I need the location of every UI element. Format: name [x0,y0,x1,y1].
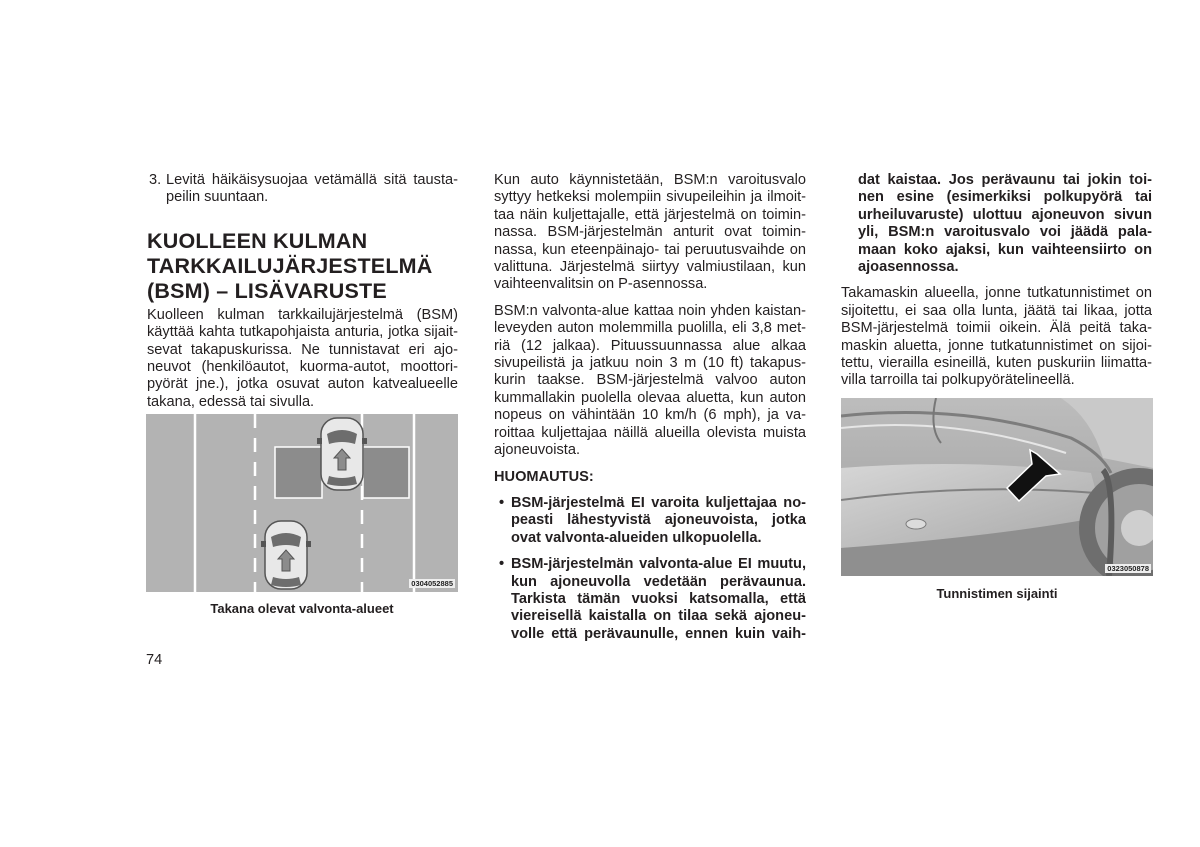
startup-paragraph [494,172,806,294]
figure-code: 0304052885 [411,579,453,588]
paragraph-line: neuvot (henkilöautot, kuorma-autot, moottori- [147,359,458,376]
paragraph-line: nopeus on vähintään 10 km/h (6 mph), ja va- [494,407,806,424]
step-text-line: Levitä häikäisysuojaa vetämällä sitä tausta- [166,172,458,188]
blind-zone-left [275,447,322,498]
intro-paragraph [147,307,458,411]
figure-caption-sensor: Tunnistimen sijainti [936,586,1058,601]
bullet-dot: • [499,556,505,573]
blind-zone-right [363,447,409,498]
paragraph-line: takana, edessä tai sivulla. [147,393,315,410]
paragraph-line: maskin aluetta, jonne tutkatunnistimet on sijoi- [841,337,1152,354]
bullet-line: volle että perävaunulle, ennen kuin vaih- [511,625,806,642]
monitoring-zones-figure [146,414,458,592]
page-number: 74 [146,652,163,668]
paragraph-line: villa tarroilla tai polkupyörätelineellä. [841,372,1075,389]
paragraph-line: taa näin kuljettajalle, että järjestelmä on toimin- [494,206,806,223]
bullet-line: viereisellä kaistalla on tilaa sekä ajoneu- [511,608,806,625]
paragraph-line: pyörät jne.), jotka osuvat auton katvealueelle [147,376,458,393]
road-diagram [146,414,458,592]
bullet-line: nen esine (esimerkiksi polkupyörä tai [858,189,1152,206]
paragraph-line: nassa. BSM-järjestelmän anturit ovat toimin- [494,224,806,241]
note-bullet-2 [494,556,806,643]
bullet-dot: • [499,494,505,511]
paragraph-line: Kun auto käynnistetään, BSM:n varoitusvalo [494,172,806,188]
step-text-line: peilin suuntaan. [166,189,269,206]
bullet-line: BSM-järjestelmä EI varoita kuljettajaa no- [511,494,806,511]
paragraph-line: riä (12 jalkaa). Pituussuunnassa alue alkaa [494,337,806,354]
note-bullet-1 [494,495,806,547]
paragraph-line: syttyy hetkeksi molempiin sivupeileihin ja ilmoit- [494,189,806,206]
bullet-line: BSM-järjestelmän valvonta-alue EI muutu, [511,556,806,573]
figure-code: 0323050878 [1107,564,1149,573]
paragraph-line: Takamaskin alueella, jonne tutkatunnistimet on [841,285,1152,302]
heading-line: (BSM) – LISÄVARUSTE [147,278,387,303]
column-right [841,172,1152,390]
paragraph-line: BSM:n valvonta-alue kattaa noin yhden kaistan- [494,302,806,319]
paragraph-line: tettu, vierailla esineillä, kuten puskuriin liimatta- [841,355,1152,372]
bullet-line: maan koko ajaksi, kun vaihteensiirto on [858,241,1152,258]
paragraph-line: vaihteenvalitsin on P-asennossa. [494,276,708,293]
bullet-line: Tarkista tämän vuoksi katsomalla, että [511,590,806,607]
paragraph-line: Kuolleen kulman tarkkailujärjestelmä (BSM) [147,306,458,323]
note-title: HUOMAUTUS: [494,468,594,485]
paragraph-line: kummallakin puolella olevaa aluetta, kun auton [494,389,806,406]
heading-line: KUOLLEEN KULMAN [147,228,368,253]
bullet-line: ajoasennossa. [858,259,959,276]
paragraph-line: ajoneuvoista. [494,442,581,459]
step-number: 3. [149,172,162,188]
column-left [147,172,458,411]
paragraph-line: roittaa kuljettajaa näillä alueilla olevista muista [494,424,806,441]
car-bottom-icon [261,521,311,589]
paragraph-line: käyttää kahta tutkapohjaista anturia, jotka sijait- [147,324,458,341]
bullet-line: ovat valvonta-alueiden ulkopuolella. [511,529,762,546]
heading-line: TARKKAILUJÄRJESTELMÄ [147,253,433,278]
paragraph-line: sivupeilistä ja jatkuu noin 3 m (10 ft) takapus- [494,355,806,372]
sensor-photo [841,398,1153,576]
paragraph-line: sevat takapuskurissa. Ne tunnistavat eri ajo- [147,341,458,358]
column-middle [494,172,806,643]
note-bullet-2-continued [841,172,1152,276]
paragraph-line: leveyden auton molemmilla puolilla, eli 3,8 met- [494,320,806,337]
bullet-line: kun ajoneuvolla vedetään perävaunua. [511,573,806,590]
bullet-line: urheiluvaruste) ulottuu ajoneuvon sivun [858,206,1152,223]
coverage-paragraph [494,303,806,460]
bullet-line: dat kaistaa. Jos perävaunu tai jokin toi- [858,172,1152,188]
paragraph-line: valittuna. Järjestelmä siirtyy valmiustilaan, kun [494,259,806,276]
section-heading [147,229,458,304]
figure-caption-zones: Takana olevat valvonta-alueet [210,601,394,616]
step-3 [147,172,458,207]
sensor-location-figure [841,398,1153,576]
bullet-line: yli, BSM:n varoitusvalo voi jäädä pala- [858,224,1152,241]
paragraph-line: nassa, kun eteenpäinajo- tai peruutusvaihde on [494,241,806,258]
paragraph-line: kurin taakse. BSM-järjestelmä valvoo auton [494,372,806,389]
paragraph-line: sijoitettu, ei saa olla lunta, jäätä tai likaa, jotta [841,302,1152,319]
bullet-line: peasti lähestyvistä ajoneuvoista, jotka [511,512,806,529]
car-top-icon [317,418,367,490]
fascia-paragraph [841,285,1152,389]
paragraph-line: BSM-järjestelmä toimii oikein. Älä peitä taka- [841,320,1152,337]
